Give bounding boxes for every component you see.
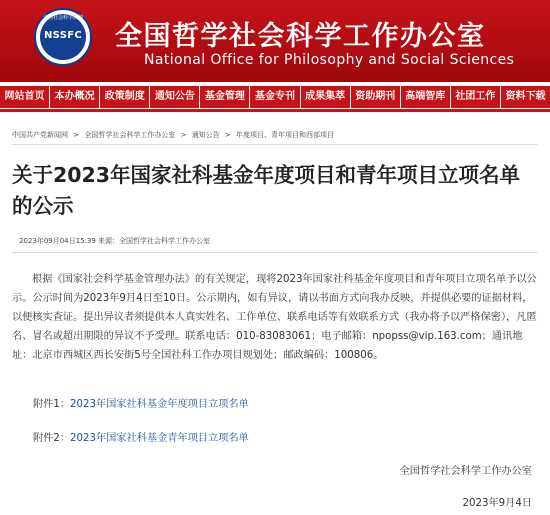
- nav-item-home[interactable]: 网站首页: [0, 86, 49, 108]
- nav-item-about[interactable]: 本办概况: [50, 86, 99, 108]
- nav-item-downloads[interactable]: 资料下载: [501, 86, 550, 108]
- signature: 全国哲学社会科学工作办公室: [399, 466, 532, 477]
- breadcrumb: [12, 130, 337, 140]
- attachment-1-link[interactable]: 2023年国家社科基金年度项目立项名单: [70, 399, 249, 410]
- nav-item-societies[interactable]: 社团工作: [451, 86, 500, 108]
- site-title-en: National Office for Philosophy and Social Sciences: [144, 52, 515, 68]
- logo-text: NSSFC: [44, 30, 82, 41]
- nav-item-think-tanks[interactable]: 高端智库: [401, 86, 450, 108]
- breadcrumb-link-office[interactable]: 全国哲学社会科学工作办公室: [84, 131, 176, 139]
- article-date: 2023年09月04日15:39: [19, 237, 96, 245]
- nav-item-journals[interactable]: 资助期刊: [351, 86, 400, 108]
- nav-item-fund-management[interactable]: 基金管理: [200, 86, 249, 108]
- article-body: [12, 270, 538, 365]
- article-paragraph: 根据《国家社会科学基金管理办法》的有关规定，现将2023年国家社科基金年度项目和青年项目立项名单予以公示。公示时间为2023年9月4日至10日。公示期内，如有异议，请以书面方式向我办反映，并提供必要的证据材料，以便核实查证。提出异议者须提供本人真实姓名、工作单位、联系电话等有效联系方式（我办将予以严格保密），凡匿名、冒名或超出期限的异议不予受理。联系电话：010-83083061；电子邮箱：npopss@vip.163.com；通讯地址：北京市西城区西长安街5号全国社科工作办项目规划处；邮政编码：100806。: [12, 274, 537, 361]
- breadcrumb-link-projects[interactable]: 年度项目、青年项目和西部项目: [236, 131, 335, 139]
- breadcrumb-link-cpc-news[interactable]: 中国共产党新闻网: [12, 131, 68, 139]
- article-source: 来源：全国哲学社会科学工作办公室: [98, 237, 211, 245]
- divider: [12, 252, 538, 253]
- breadcrumb-separator: >: [180, 131, 187, 139]
- breadcrumb-separator: >: [73, 131, 80, 139]
- article-meta: [19, 236, 210, 246]
- nssfc-logo[interactable]: [34, 8, 92, 66]
- breadcrumb-separator: >: [224, 131, 231, 139]
- nav-item-achievements[interactable]: 成果集萃: [301, 86, 350, 108]
- breadcrumb-link-notices[interactable]: 通知公告: [191, 131, 220, 139]
- article-title: 关于2023年国家社科基金年度项目和青年项目立项名单的公示: [12, 163, 521, 218]
- divider: [12, 144, 538, 145]
- attachment-2-link[interactable]: 2023年国家社科基金青年项目立项名单: [70, 433, 249, 444]
- attachment-2-label: 附件2：: [33, 433, 71, 444]
- nav-item-fund-special[interactable]: 基金专刊: [250, 86, 299, 108]
- logo-arc-text: 全国社会科学规划: [42, 15, 83, 21]
- attachment-1-label: 附件1：: [33, 399, 71, 410]
- nav-item-notices[interactable]: 通知公告: [150, 86, 199, 108]
- sign-date: 2023年9月4日: [462, 498, 532, 509]
- site-header: [0, 0, 550, 82]
- nav-item-policy[interactable]: 政策制度: [100, 86, 149, 108]
- attachment-1: [33, 395, 249, 410]
- site-title-cn: 全国哲学社会科学工作办公室: [115, 21, 486, 52]
- main-nav: [0, 82, 550, 112]
- attachment-2: [33, 429, 249, 444]
